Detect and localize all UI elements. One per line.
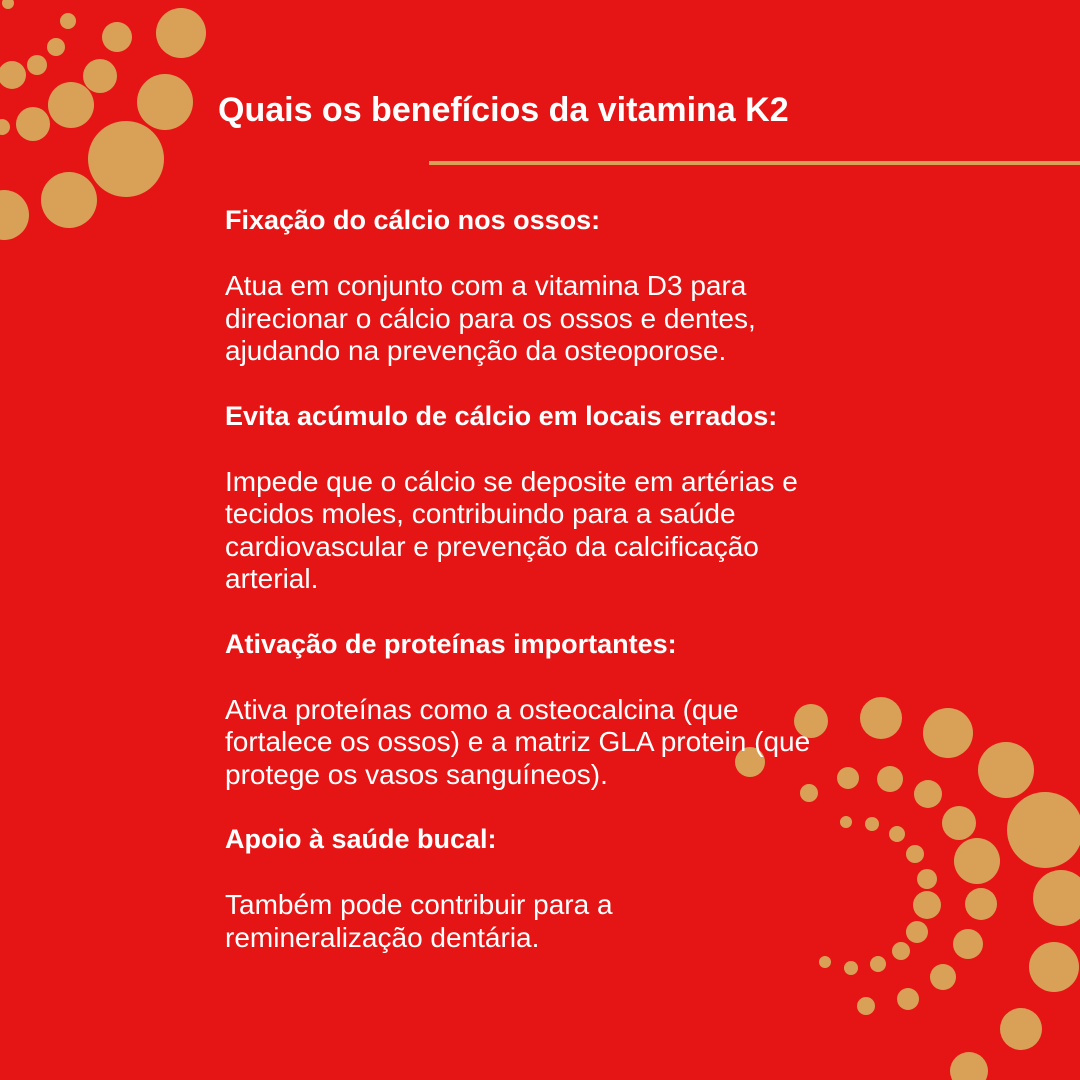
dot	[917, 869, 937, 889]
dot	[156, 8, 206, 58]
dot	[1000, 1008, 1042, 1050]
benefit-section	[225, 204, 885, 400]
dot	[913, 891, 941, 919]
dot	[930, 964, 956, 990]
dot	[950, 1052, 988, 1080]
description-line: cardiovascular e prevenção da calcificação	[225, 530, 759, 562]
dot	[889, 826, 905, 842]
dot	[942, 806, 976, 840]
benefit-heading: Fixação do cálcio nos ossos:	[225, 205, 601, 235]
dot	[978, 742, 1034, 798]
dot	[88, 121, 164, 197]
dot	[897, 988, 919, 1010]
dot	[0, 61, 26, 89]
page-title: Quais os benefícios da vitamina K2	[218, 91, 789, 129]
dot	[906, 921, 928, 943]
benefit-heading: Apoio à saúde bucal:	[225, 824, 497, 854]
description-line: arterial.	[225, 563, 319, 594]
description-line: Impede que o cálcio se deposite em artérias e	[225, 465, 798, 497]
dot	[857, 997, 875, 1015]
dot	[953, 929, 983, 959]
description-line: remineralização dentária.	[225, 921, 540, 953]
dot	[102, 22, 132, 52]
description-line: Ativa proteínas como a osteocalcina (que	[225, 693, 739, 725]
dot	[954, 838, 1000, 884]
benefit-section	[225, 628, 885, 824]
benefit-description	[225, 889, 885, 954]
description-line: fortalece os ossos) e a matriz GLA protein (que	[225, 726, 811, 757]
dot	[83, 59, 117, 93]
dot	[48, 82, 94, 128]
description-line: direcionar o cálcio para os ossos e dentes,	[225, 302, 756, 334]
benefit-description	[225, 466, 885, 596]
dots-top-left	[0, 0, 206, 240]
dot	[965, 888, 997, 920]
dot	[0, 119, 10, 135]
dot	[870, 956, 886, 972]
description-line: ajudando na prevenção da osteoporose.	[225, 335, 727, 366]
benefit-description	[225, 270, 885, 368]
title-underline	[429, 161, 1080, 165]
dot	[892, 942, 910, 960]
description-line: Também pode contribuir para a	[225, 889, 613, 920]
dot	[923, 708, 973, 758]
dot	[1033, 870, 1080, 926]
benefits-content	[225, 204, 885, 954]
dot	[60, 13, 76, 29]
benefit-section	[225, 823, 885, 954]
benefit-section	[225, 400, 885, 628]
dot	[137, 74, 193, 130]
description-line: protege os vasos sanguíneos).	[225, 758, 608, 790]
dot	[27, 55, 47, 75]
dot	[0, 190, 29, 240]
dot	[914, 780, 942, 808]
dot	[16, 107, 50, 141]
dot	[1029, 942, 1079, 992]
dot	[906, 845, 924, 863]
description-line: tecidos moles, contribuindo para a saúde	[225, 498, 736, 529]
benefit-description	[225, 694, 885, 792]
benefit-heading: Ativação de proteínas importantes:	[225, 628, 677, 659]
dot	[844, 961, 858, 975]
dot	[819, 956, 831, 968]
dot	[41, 172, 97, 228]
dot	[2, 0, 14, 9]
description-line: Atua em conjunto com a vitamina D3 para	[225, 270, 747, 301]
dot	[47, 38, 65, 56]
dot	[1007, 792, 1080, 868]
benefit-heading: Evita acúmulo de cálcio em locais errados:	[225, 400, 778, 431]
